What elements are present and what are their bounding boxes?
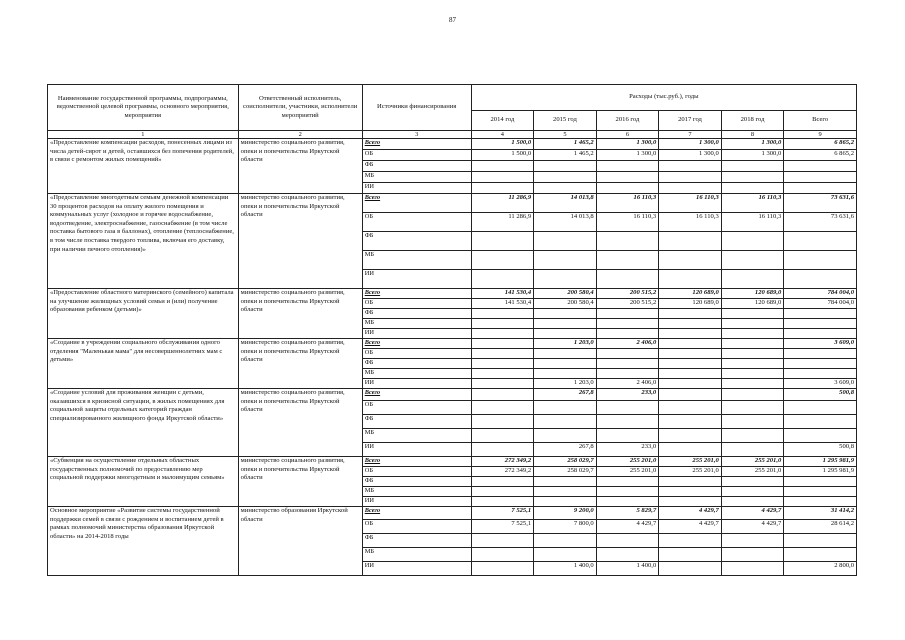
year-value xyxy=(659,161,722,172)
year-value xyxy=(534,232,597,251)
year-value xyxy=(721,534,784,548)
year-value xyxy=(596,415,659,429)
year-value: 200 580,4 xyxy=(534,289,597,299)
year-value xyxy=(596,172,659,183)
year-value: 120 689,0 xyxy=(721,289,784,299)
year-value xyxy=(659,232,722,251)
total-value xyxy=(784,415,857,429)
year-value xyxy=(596,548,659,562)
funding-source: ИИ xyxy=(362,562,471,576)
year-value: 255 201,0 xyxy=(596,467,659,477)
total-value: 784 004,0 xyxy=(784,289,857,299)
year-value: 14 013,8 xyxy=(534,194,597,213)
total-value xyxy=(784,251,857,270)
year-value: 255 201,0 xyxy=(721,467,784,477)
year-value: 4 429,7 xyxy=(721,520,784,534)
measure-name: «Создание в учреждении социального обслуживания одного отделения "Маленькая мама" для несовершеннолетних мам с детьми» xyxy=(48,339,239,389)
year-value xyxy=(596,487,659,497)
funding-source: ОБ xyxy=(362,299,471,309)
total-value: 3 609,0 xyxy=(784,339,857,349)
year-value xyxy=(534,497,597,507)
measure-name: «Предоставление компенсации расходов, понесенных лицами из числа детей-сирот и детей, оставшихся без попечения родителей, в связи с ремонтом жилых помещений» xyxy=(48,139,239,194)
year-value xyxy=(659,319,722,329)
measure-name: «Предоставление многодетным семьям денежной компенсации 30 процентов расходов на оплату жилого помещения и коммунальных услуг (холодное и горячее водоснабжение, водоотведение, электроснабжение, газоснабжение (в том числе поставка бытового газа в баллонах), отопление (теплоснабжение, в том числе поставка твердого топлива, включая его доставку, при наличии печного отопления)» xyxy=(48,194,239,289)
funding-source: МБ xyxy=(362,319,471,329)
year-value: 267,8 xyxy=(534,443,597,457)
measure-name: «Предоставление областного материнского (семейного) капитала на улучшение жилищных условий семьи и (или) получение образования ребенком (детьми)» xyxy=(48,289,239,339)
year-value xyxy=(471,270,534,289)
year-value: 16 110,3 xyxy=(659,213,722,232)
year-value: 1 203,0 xyxy=(534,339,597,349)
header-executor: Ответственный исполнитель, соисполнители, участники, исполнители мероприятий xyxy=(238,85,362,131)
year-value xyxy=(721,487,784,497)
total-value xyxy=(784,497,857,507)
funding-source: ФБ xyxy=(362,534,471,548)
year-value xyxy=(659,477,722,487)
year-value: 1 400,0 xyxy=(596,562,659,576)
column-number: 8 xyxy=(721,131,784,139)
year-value xyxy=(659,183,722,194)
year-value: 1 300,0 xyxy=(721,139,784,150)
responsible-executor: министерство социального развития, опеки и попечительства Иркутской области xyxy=(238,457,362,507)
year-value xyxy=(534,415,597,429)
year-value: 11 286,9 xyxy=(471,213,534,232)
year-value xyxy=(534,349,597,359)
total-value: 28 614,2 xyxy=(784,520,857,534)
funding-source: ИИ xyxy=(362,443,471,457)
year-value: 200 515,2 xyxy=(596,299,659,309)
year-value xyxy=(471,319,534,329)
year-value xyxy=(534,172,597,183)
header-year: 2014 год xyxy=(471,111,534,131)
total-value: 500,8 xyxy=(784,389,857,401)
funding-source: ИИ xyxy=(362,270,471,289)
year-value xyxy=(596,369,659,379)
responsible-executor: министерство социального развития, опеки и попечительства Иркутской области xyxy=(238,289,362,339)
year-value: 16 110,3 xyxy=(721,194,784,213)
total-value xyxy=(784,309,857,319)
year-value xyxy=(471,329,534,339)
year-value: 2 406,0 xyxy=(596,379,659,389)
year-value: 1 300,0 xyxy=(596,150,659,161)
year-value xyxy=(471,359,534,369)
year-value xyxy=(659,548,722,562)
year-value xyxy=(596,401,659,415)
year-value: 7 525,1 xyxy=(471,507,534,520)
total-value xyxy=(784,429,857,443)
funding-source: ФБ xyxy=(362,415,471,429)
year-value: 272 349,2 xyxy=(471,467,534,477)
year-value xyxy=(721,329,784,339)
year-value xyxy=(721,548,784,562)
column-number: 3 xyxy=(362,131,471,139)
year-value xyxy=(659,339,722,349)
funding-source: ФБ xyxy=(362,309,471,319)
year-value xyxy=(534,477,597,487)
year-value xyxy=(534,183,597,194)
year-value xyxy=(596,183,659,194)
year-value xyxy=(471,309,534,319)
funding-source: ФБ xyxy=(362,477,471,487)
year-value xyxy=(596,251,659,270)
year-value xyxy=(596,359,659,369)
year-value xyxy=(471,548,534,562)
year-value: 141 530,4 xyxy=(471,299,534,309)
year-value xyxy=(596,497,659,507)
funding-source: ИИ xyxy=(362,497,471,507)
year-value xyxy=(721,401,784,415)
year-value xyxy=(471,497,534,507)
year-value: 267,8 xyxy=(534,389,597,401)
funding-source: МБ xyxy=(362,369,471,379)
year-value xyxy=(596,349,659,359)
year-value: 9 200,0 xyxy=(534,507,597,520)
year-value xyxy=(659,497,722,507)
year-value xyxy=(659,534,722,548)
year-value: 255 201,0 xyxy=(721,457,784,467)
year-value: 4 429,7 xyxy=(721,507,784,520)
year-value xyxy=(471,401,534,415)
year-value xyxy=(534,548,597,562)
header-program: Наименование государственной программы, подпрограммы, ведомственной целевой программы, основного мероприятия, мероприятия xyxy=(48,85,239,131)
year-value xyxy=(721,339,784,349)
column-number: 7 xyxy=(659,131,722,139)
total-value: 500,8 xyxy=(784,443,857,457)
total-value: 1 295 981,9 xyxy=(784,457,857,467)
responsible-executor: министерство социального развития, опеки и попечительства Иркутской области xyxy=(238,339,362,389)
year-value: 11 286,9 xyxy=(471,194,534,213)
table-body xyxy=(48,139,857,576)
year-value xyxy=(721,443,784,457)
year-value xyxy=(659,270,722,289)
funding-source: ОБ xyxy=(362,401,471,415)
column-number: 4 xyxy=(471,131,534,139)
year-value: 255 201,0 xyxy=(659,457,722,467)
year-value: 16 110,3 xyxy=(659,194,722,213)
funding-source: ОБ xyxy=(362,520,471,534)
table-row xyxy=(48,339,857,349)
total-value xyxy=(784,232,857,251)
year-value xyxy=(596,309,659,319)
year-value: 16 110,3 xyxy=(596,194,659,213)
total-value: 1 295 981,9 xyxy=(784,467,857,477)
year-value xyxy=(471,183,534,194)
year-value xyxy=(721,309,784,319)
year-value: 258 029,7 xyxy=(534,457,597,467)
header-year: 2016 год xyxy=(596,111,659,131)
year-value xyxy=(659,443,722,457)
header-source: Источники финансирования xyxy=(362,85,471,131)
year-value xyxy=(596,534,659,548)
year-value: 233,0 xyxy=(596,389,659,401)
total-value: 3 609,0 xyxy=(784,379,857,389)
year-value: 1 300,0 xyxy=(596,139,659,150)
table-row xyxy=(48,389,857,401)
column-number: 9 xyxy=(784,131,857,139)
year-value xyxy=(721,183,784,194)
financing-table xyxy=(47,84,857,576)
total-value xyxy=(784,172,857,183)
column-number: 2 xyxy=(238,131,362,139)
funding-source: Всего xyxy=(362,389,471,401)
year-value: 16 110,3 xyxy=(721,213,784,232)
funding-source: Всего xyxy=(362,507,471,520)
total-value: 6 865,2 xyxy=(784,139,857,150)
year-value xyxy=(659,309,722,319)
funding-source: ИИ xyxy=(362,329,471,339)
year-value: 7 525,1 xyxy=(471,520,534,534)
year-value: 272 349,2 xyxy=(471,457,534,467)
funding-source: МБ xyxy=(362,251,471,270)
total-value xyxy=(784,359,857,369)
year-value: 16 110,3 xyxy=(596,213,659,232)
year-value xyxy=(596,270,659,289)
year-value xyxy=(471,415,534,429)
total-value: 31 414,2 xyxy=(784,507,857,520)
year-value xyxy=(721,389,784,401)
total-value xyxy=(784,487,857,497)
column-number: 5 xyxy=(534,131,597,139)
measure-name: Основное мероприятие «Развитие системы государственной поддержки семей в связи с рождением и воспитанием детей в рамках полномочий министерства образования Иркутской области» на 2014-2018 годы xyxy=(48,507,239,576)
funding-source: Всего xyxy=(362,457,471,467)
year-value xyxy=(659,401,722,415)
year-value: 200 515,2 xyxy=(596,289,659,299)
year-value xyxy=(534,329,597,339)
total-value xyxy=(784,270,857,289)
responsible-executor: министерство социального развития, опеки и попечительства Иркутской области xyxy=(238,389,362,457)
year-value: 1 500,0 xyxy=(471,150,534,161)
year-value xyxy=(534,369,597,379)
header-year: 2017 год xyxy=(659,111,722,131)
year-value xyxy=(471,251,534,270)
measure-name: «Субвенция на осуществление отдельных областных государственных полномочий по предоставлению мер социальной поддержки многодетным и малоимущим семьям» xyxy=(48,457,239,507)
responsible-executor: министерство социального развития, опеки и попечительства Иркутской области xyxy=(238,194,362,289)
year-value xyxy=(659,562,722,576)
year-value xyxy=(471,172,534,183)
year-value xyxy=(659,389,722,401)
year-value xyxy=(471,389,534,401)
year-value: 5 829,7 xyxy=(596,507,659,520)
year-value: 4 429,7 xyxy=(659,520,722,534)
year-value: 200 580,4 xyxy=(534,299,597,309)
total-value: 2 800,0 xyxy=(784,562,857,576)
total-value xyxy=(784,534,857,548)
year-value xyxy=(659,429,722,443)
funding-source: МБ xyxy=(362,429,471,443)
funding-source: Всего xyxy=(362,139,471,150)
year-value xyxy=(659,172,722,183)
year-value: 4 429,7 xyxy=(596,520,659,534)
year-value: 120 689,0 xyxy=(659,299,722,309)
year-value xyxy=(534,401,597,415)
year-value: 255 201,0 xyxy=(659,467,722,477)
year-value xyxy=(596,161,659,172)
funding-source: МБ xyxy=(362,548,471,562)
year-value xyxy=(721,232,784,251)
year-value: 1 465,2 xyxy=(534,150,597,161)
total-value xyxy=(784,401,857,415)
year-value xyxy=(471,349,534,359)
page-number: 87 xyxy=(449,16,456,24)
funding-source: ФБ xyxy=(362,359,471,369)
year-value xyxy=(534,251,597,270)
year-value xyxy=(471,477,534,487)
year-value: 1 400,0 xyxy=(534,562,597,576)
year-value: 255 201,0 xyxy=(596,457,659,467)
funding-source: ОБ xyxy=(362,213,471,232)
year-value xyxy=(471,443,534,457)
column-number: 1 xyxy=(48,131,239,139)
year-value xyxy=(721,172,784,183)
table-row xyxy=(48,139,857,150)
year-value xyxy=(721,251,784,270)
year-value xyxy=(596,232,659,251)
table-row xyxy=(48,289,857,299)
year-value xyxy=(721,359,784,369)
year-value xyxy=(659,359,722,369)
funding-source: ИИ xyxy=(362,379,471,389)
year-value xyxy=(534,359,597,369)
total-value xyxy=(784,329,857,339)
year-value xyxy=(471,161,534,172)
year-value xyxy=(534,487,597,497)
total-value: 784 004,0 xyxy=(784,299,857,309)
year-value xyxy=(534,319,597,329)
year-value: 1 500,0 xyxy=(471,139,534,150)
year-value xyxy=(721,369,784,379)
year-value xyxy=(721,429,784,443)
year-value xyxy=(471,379,534,389)
funding-source: ФБ xyxy=(362,161,471,172)
total-value xyxy=(784,161,857,172)
year-value: 2 406,0 xyxy=(596,339,659,349)
header-year: 2018 год xyxy=(721,111,784,131)
year-value: 1 203,0 xyxy=(534,379,597,389)
year-value xyxy=(721,415,784,429)
year-value xyxy=(659,329,722,339)
year-value xyxy=(721,562,784,576)
total-value: 73 631,6 xyxy=(784,213,857,232)
total-value: 73 631,6 xyxy=(784,194,857,213)
year-value xyxy=(471,369,534,379)
year-value: 4 429,7 xyxy=(659,507,722,520)
measure-name: «Создание условий для проживания женщин с детьми, оказавшихся в кризисной ситуации, в жилых помещениях для социальной защиты отдельных категорий граждан специализированного жилищного фонда Иркутской области» xyxy=(48,389,239,457)
year-value xyxy=(721,497,784,507)
year-value xyxy=(596,329,659,339)
total-value xyxy=(784,319,857,329)
year-value xyxy=(471,487,534,497)
header-expenses: Расходы (тыс.руб.), годы xyxy=(471,85,856,111)
year-value: 120 689,0 xyxy=(659,289,722,299)
year-value xyxy=(596,429,659,443)
year-value xyxy=(534,270,597,289)
year-value xyxy=(721,477,784,487)
year-value: 14 013,8 xyxy=(534,213,597,232)
funding-source: ФБ xyxy=(362,232,471,251)
year-value xyxy=(596,477,659,487)
year-value xyxy=(471,232,534,251)
year-value xyxy=(659,487,722,497)
total-value xyxy=(784,183,857,194)
year-value xyxy=(534,309,597,319)
year-value xyxy=(721,319,784,329)
funding-source: Всего xyxy=(362,289,471,299)
year-value xyxy=(659,251,722,270)
year-value xyxy=(659,349,722,359)
year-value xyxy=(534,429,597,443)
funding-source: ОБ xyxy=(362,349,471,359)
funding-source: ИИ xyxy=(362,183,471,194)
responsible-executor: министерство образования Иркутской области xyxy=(238,507,362,576)
funding-source: Всего xyxy=(362,339,471,349)
column-number: 6 xyxy=(596,131,659,139)
year-value: 1 300,0 xyxy=(721,150,784,161)
year-value: 258 029,7 xyxy=(534,467,597,477)
year-value xyxy=(659,415,722,429)
year-value: 141 530,4 xyxy=(471,289,534,299)
year-value xyxy=(471,429,534,443)
year-value: 7 800,0 xyxy=(534,520,597,534)
year-value: 120 689,0 xyxy=(721,299,784,309)
total-value: 6 865,2 xyxy=(784,150,857,161)
header-year: 2015 год xyxy=(534,111,597,131)
funding-source: ОБ xyxy=(362,467,471,477)
year-value xyxy=(721,349,784,359)
funding-source: МБ xyxy=(362,172,471,183)
year-value xyxy=(721,379,784,389)
total-value xyxy=(784,369,857,379)
table-row xyxy=(48,194,857,213)
year-value xyxy=(471,534,534,548)
table-row xyxy=(48,457,857,467)
year-value xyxy=(721,161,784,172)
total-value xyxy=(784,349,857,359)
total-value xyxy=(784,548,857,562)
year-value xyxy=(659,379,722,389)
funding-source: МБ xyxy=(362,487,471,497)
year-value: 1 300,0 xyxy=(659,150,722,161)
year-value xyxy=(471,562,534,576)
total-value xyxy=(784,477,857,487)
funding-source: ОБ xyxy=(362,150,471,161)
year-value xyxy=(534,161,597,172)
year-value xyxy=(471,339,534,349)
year-value xyxy=(596,319,659,329)
year-value xyxy=(659,369,722,379)
year-value xyxy=(721,270,784,289)
table-row xyxy=(48,507,857,520)
responsible-executor: министерство социального развития, опеки и попечительства Иркутской области xyxy=(238,139,362,194)
year-value: 1 300,0 xyxy=(659,139,722,150)
year-value: 1 465,2 xyxy=(534,139,597,150)
header-total: Всего xyxy=(784,111,857,131)
year-value: 233,0 xyxy=(596,443,659,457)
funding-source: Всего xyxy=(362,194,471,213)
year-value xyxy=(534,534,597,548)
